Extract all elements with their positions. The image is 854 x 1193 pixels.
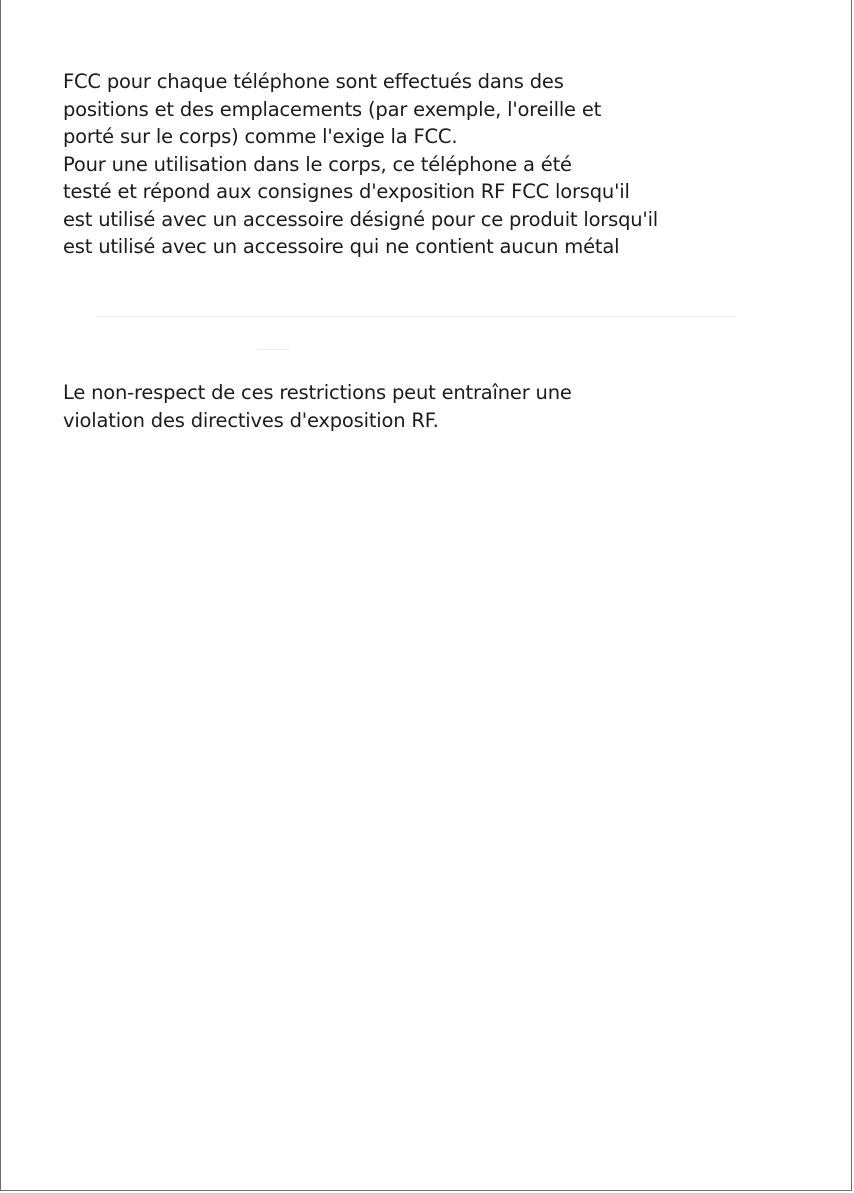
text-line: testé et répond aux consignes d'exposition RF FCC lorsqu'il (63, 180, 630, 203)
text-line: violation des directives d'exposition RF. (63, 408, 439, 432)
text-line: est utilisé avec un accessoire qui ne contient aucun métal (63, 235, 620, 258)
faint-divider (96, 316, 736, 317)
text-line: FCC pour chaque téléphone sont effectués dans des (63, 70, 564, 93)
text-line: porté sur le corps) comme l'exige la FCC. (63, 125, 458, 148)
text-line: est utilisé avec un accessoire désigné pour ce produit lorsqu'il (63, 207, 659, 231)
faint-mark (259, 349, 289, 350)
text-line: Pour une utilisation dans le corps, ce téléphone a été (63, 152, 572, 176)
paragraph-fcc-testing (63, 68, 823, 261)
text-line: positions et des emplacements (par exemple, l'oreille et (63, 97, 602, 121)
paragraph-restrictions-warning (63, 379, 823, 434)
text-line: Le non-respect de ces restrictions peut entraîner une (63, 381, 572, 404)
